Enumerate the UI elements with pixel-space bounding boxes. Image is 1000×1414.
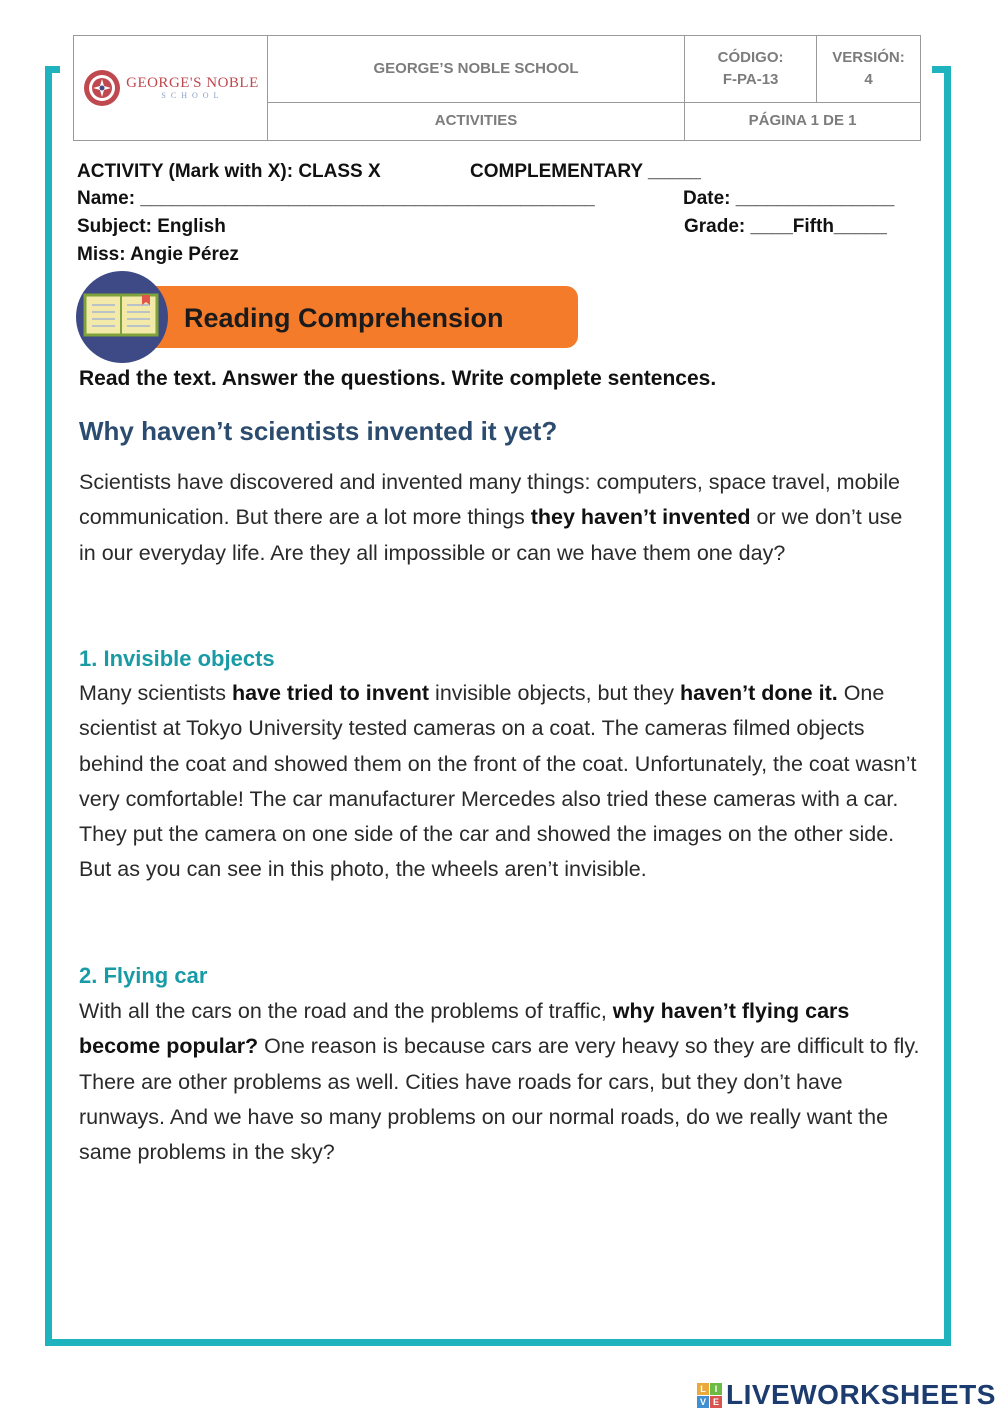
lw-letter-l: L — [697, 1383, 709, 1395]
s2-text-2: One reason is because cars are very heavy so they are difficult to fly. There are other problems as well. Cities have roads for cars, but they don’t have runways. And we have so many problems on our normal roads, do we really want the same problems in the sky? — [79, 1034, 920, 1165]
s1-text-3: One scientist at Tokyo University tested cameras on a coat. The cameras filmed objects behind the coat and showed them on the front of the coat. Unfortunately, the coat wasn’t very comfortable! The car manufacturer Mercedes also tried these cameras with a car. They put the camera on one side of the car and showed the images on the other side. But as you can see in this photo, the wheels aren’t invisible. — [79, 681, 917, 882]
teacher-label: Miss: Angie Pérez — [77, 244, 239, 265]
section-1-paragraph — [79, 676, 924, 888]
s1-text-1: Many scientists — [79, 681, 232, 705]
lw-letter-v: V — [697, 1396, 709, 1408]
s1-bold-1: have tried to invent — [231, 681, 430, 705]
section-2-heading: 2. Flying car — [79, 963, 208, 988]
school-name: GEORGE’S NOBLE SCHOOL — [267, 36, 684, 103]
s1-bold-2: haven’t done it. — [680, 681, 838, 705]
complementary-field[interactable]: COMPLEMENTARY _____ — [470, 161, 701, 182]
section-1-heading: 1. Invisible objects — [79, 646, 275, 671]
intro-text-1: Scientists have discovered and invented many things: computers, space travel, mobile communication. But there are a lot more things — [79, 470, 901, 530]
banner-title: Reading Comprehension — [184, 303, 504, 333]
logo-main-text: GEORGE'S NOBLE — [126, 75, 259, 91]
intro-text-2: or we don’t use in our everyday life. Are they all impossible or can we have them one day? — [79, 505, 903, 565]
header-table — [73, 35, 921, 141]
code-cell — [685, 36, 817, 103]
version-label: VERSIÓN: — [832, 48, 905, 66]
liveworksheets-logo[interactable] — [697, 1378, 996, 1412]
lw-letter-i: I — [710, 1383, 722, 1395]
liveworksheets-icon — [697, 1383, 722, 1408]
s1-text-2: invisible objects, but they — [429, 681, 681, 705]
subject-label: Subject: English — [77, 216, 226, 237]
activity-type: ACTIVITY (Mark with X): CLASS X — [77, 161, 381, 182]
logo-text — [126, 75, 259, 101]
code-label: CÓDIGO: — [717, 48, 784, 66]
s2-text-1: With all the cars on the road and the problems of traffic, — [79, 999, 613, 1023]
intro-paragraph — [79, 465, 924, 571]
page-number: PÁGINA 1 DE 1 — [685, 102, 921, 140]
logo-cell — [74, 36, 268, 141]
lw-letter-e: E — [710, 1396, 722, 1408]
section-2-paragraph — [79, 994, 924, 1170]
liveworksheets-text: LIVEWORKSHEETS — [726, 1379, 996, 1410]
s2-bold-1: why haven’t flying cars become popular? — [79, 999, 850, 1059]
version-value: 4 — [864, 70, 873, 88]
code-value: F-PA-13 — [722, 70, 779, 88]
open-book-icon — [82, 293, 160, 337]
school-crest-icon — [82, 68, 122, 108]
date-field[interactable]: Date: _______________ — [683, 188, 895, 209]
reading-title: Why haven’t scientists invented it yet? — [79, 416, 558, 446]
intro-bold-1: they haven’t invented — [530, 505, 751, 530]
activities-label: ACTIVITIES — [267, 102, 684, 140]
logo-sub-text: SCHOOL — [161, 91, 224, 100]
instructions: Read the text. Answer the questions. Write complete sentences. — [79, 367, 717, 390]
school-logo — [74, 68, 267, 108]
version-cell — [817, 36, 921, 103]
name-field[interactable]: Name: ___________________________________________ — [77, 188, 595, 209]
grade-field[interactable]: Grade: ____Fifth_____ — [684, 216, 887, 237]
